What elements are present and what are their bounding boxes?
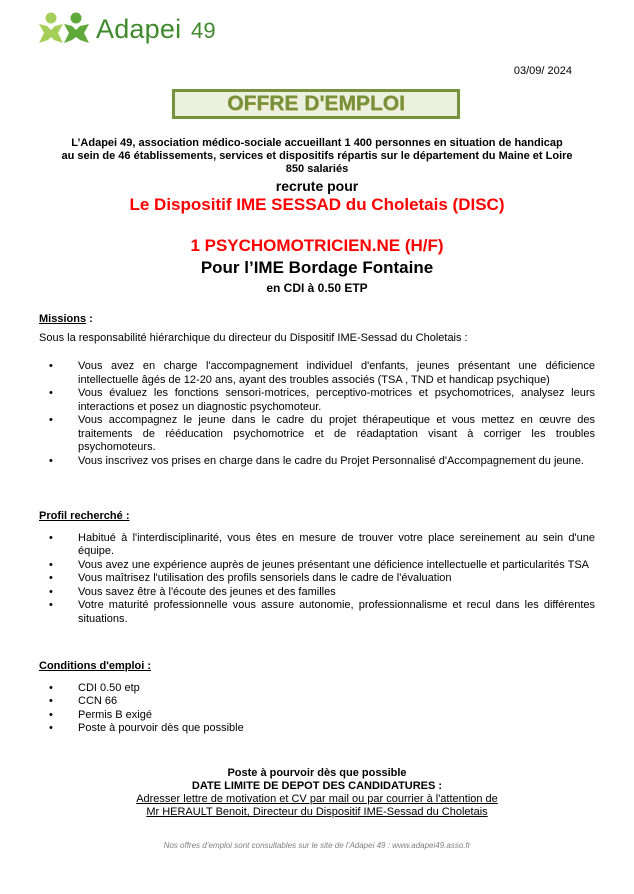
list-item: • CDI 0.50 etp	[49, 682, 595, 696]
document-date: 03/09/ 2024	[513, 65, 572, 77]
dispositif-name: Le Dispositif IME SESSAD du Choletais (DISC)	[129, 195, 505, 214]
application-info	[0, 767, 634, 819]
profil-heading	[39, 510, 595, 524]
logo-number: 49	[190, 17, 216, 43]
list-item: • Poste à pourvoir dès que possible	[49, 722, 595, 736]
availability-note: Poste à pourvoir dès que possible	[227, 767, 407, 779]
profil-heading-text: Profil recherché :	[39, 510, 130, 522]
list-item: • Vous savez être à l'écoute des jeunes et des familles	[49, 586, 595, 600]
application-instructions-line-2: Mr HERAULT Benoit, Directeur du Dispositif IME-Sessad du Choletais	[146, 806, 488, 818]
logo-wordmark	[96, 14, 216, 45]
missions-heading-text: Missions	[39, 313, 87, 325]
list-item: • Vous avez une expérience auprès de jeunes présentant une déficience intellectuelle et particularités TSA	[49, 559, 595, 573]
list-item: • Votre maturité professionnelle vous assure autonomie, professionnalisme et recul dans les différentes situations.	[49, 599, 595, 626]
list-item: • Vous maîtrisez l'utilisation des profils sensoriels dans le cadre de l'évaluation	[49, 572, 595, 586]
intro-line-2: au sein de 46 établissements, services et dispositifs répartis sur le département du Maine et Loire	[61, 150, 573, 162]
list-item: • Vous accompagnez le jeune dans le cadre du projet thérapeutique et vous mettez en œuvre des traitements de rééducation psychomotrice et de réadaptation visant à corriger les troubles psychomoteurs.	[49, 414, 595, 455]
intro-line-3: 850 salariés	[285, 163, 349, 175]
list-item: • Vous évaluez les fonctions sensori-motrices, perceptivo-motrices et psychomotrices, analysez leurs interactions et posez un diagnostic psychomoteur.	[49, 387, 595, 414]
missions-heading-suffix: :	[86, 313, 93, 325]
association-intro	[0, 137, 634, 176]
recrute-pour: recrute pour	[275, 178, 359, 194]
application-instructions-line-1: Adresser lettre de motivation et CV par mail ou par courrier à l'attention de	[136, 793, 498, 805]
list-item: • Habitué à l'interdisciplinarité, vous êtes en mesure de trouver votre place sereinement au sein d'une équipe.	[49, 532, 595, 559]
missions-list	[39, 360, 595, 468]
list-item: • CCN 66	[49, 695, 595, 709]
conditions-list	[39, 682, 595, 736]
adapei-logo	[38, 12, 216, 46]
missions-section	[39, 313, 595, 468]
website-footnote: Nos offres d’emploi sont consultables sur le site de l’Adapei 49 : www.adapei49.asso.fr	[163, 841, 471, 850]
job-contract: en CDI à 0.50 ETP	[266, 281, 368, 295]
profil-section	[39, 510, 595, 626]
missions-heading	[39, 313, 595, 327]
conditions-section	[39, 660, 595, 736]
job-offer-title: OFFRE D'EMPLOI	[172, 89, 460, 119]
profil-list	[39, 532, 595, 627]
conditions-heading-text: Conditions d'emploi :	[39, 660, 151, 672]
job-title: 1 PSYCHOMOTRICIEN.NE (H/F)	[190, 236, 444, 255]
adapei-people-logo-icon	[38, 12, 90, 46]
missions-lead: Sous la responsabilité hiérarchique du directeur du Dispositif IME-Sessad du Choletais :	[39, 331, 468, 344]
intro-line-1: L’Adapei 49, association médico-sociale accueillant 1 400 personnes en situation de handicap	[71, 137, 563, 149]
list-item: • Vous avez en charge l'accompagnement individuel d'enfants, jeunes présentant une déficience intellectuelle âgés de 12-20 ans, ayant des troubles associés (TSA , TND et handicap psychique)	[49, 360, 595, 387]
list-item: • Vous inscrivez vos prises en charge dans le cadre du Projet Personnalisé d'Accompagnement du jeune.	[49, 455, 595, 469]
job-place: Pour l’IME Bordage Fontaine	[200, 258, 434, 277]
logo-name: Adapei	[96, 13, 182, 44]
deadline-heading: DATE LIMITE DE DEPOT DES CANDIDATURES :	[191, 780, 443, 792]
conditions-heading	[39, 660, 595, 674]
list-item: • Permis B exigé	[49, 709, 595, 723]
